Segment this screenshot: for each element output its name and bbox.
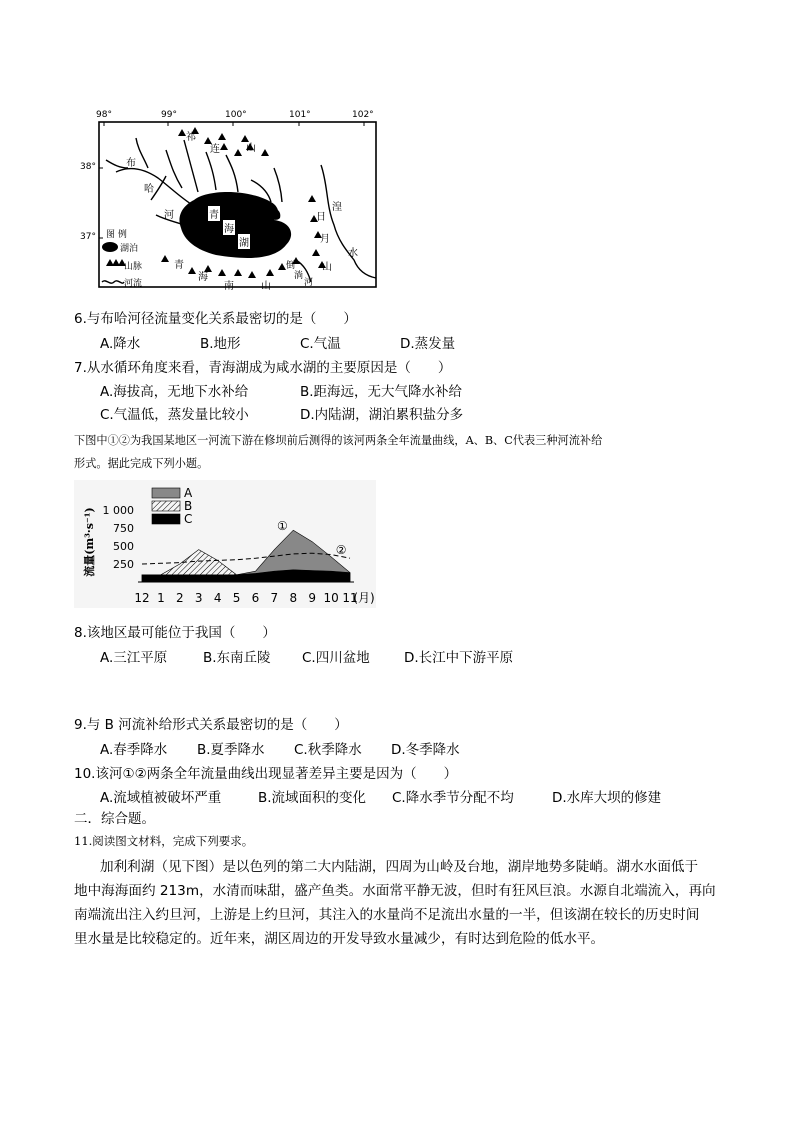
- q8-option-a[interactable]: A.三江平原: [100, 650, 168, 666]
- q9-option-d[interactable]: D.冬季降水: [391, 742, 460, 758]
- legend-item-mountain: 山脉: [124, 262, 143, 272]
- legend-swatch-b: [152, 501, 180, 511]
- legend-label: A: [184, 486, 193, 500]
- lat-label: 38°: [80, 162, 96, 172]
- q9-option-b[interactable]: B.夏季降水: [197, 742, 265, 758]
- qinghai-lake-map: [80, 110, 386, 292]
- q7-option-c[interactable]: C.气温低，蒸发量比较小: [100, 407, 249, 423]
- x-tick-label: 3: [194, 591, 203, 605]
- x-tick-label: 2: [175, 591, 184, 605]
- q7-option-d[interactable]: D.内陆湖，湖泊累积盐分多: [300, 407, 464, 423]
- q7-option-b[interactable]: B.距海远，无大气降水补给: [300, 384, 463, 400]
- q11-paragraph-line: 加利利湖（见下图）是以色列的第二大内陆湖，四周为山岭及台地，湖岸地势多陡峭。湖水水面低于: [100, 859, 699, 875]
- place-char: 山: [246, 143, 256, 154]
- lon-label: 100°: [225, 110, 247, 120]
- lon-label: 98°: [96, 110, 112, 120]
- q8-option-c[interactable]: C.四川盆地: [302, 650, 370, 666]
- legend-title: 图 例: [106, 230, 127, 240]
- lat-label: 37°: [80, 232, 96, 242]
- place-char: 月: [320, 234, 330, 245]
- x-tick-label: 7: [270, 591, 279, 605]
- place-char: 连: [210, 144, 220, 155]
- q7-option-a[interactable]: A.海拔高，无地下水补给: [100, 384, 249, 400]
- place-char: 青: [208, 206, 220, 221]
- place-char: 哈: [144, 184, 154, 195]
- legend-item-lake: 湖泊: [120, 244, 139, 254]
- place-char: 山: [322, 262, 332, 273]
- q9-option-c[interactable]: C.秋季降水: [294, 742, 362, 758]
- curve-2-label: ②: [335, 543, 347, 557]
- q10-option-a[interactable]: A.流域植被破坏严重: [100, 790, 222, 806]
- place-char: 湟: [332, 202, 342, 213]
- place-char: 倒: [286, 261, 296, 271]
- section-2-heading: 二．综合题。: [74, 811, 155, 827]
- q8-option-b[interactable]: B.东南丘陵: [203, 650, 271, 666]
- x-tick-label: 8: [289, 591, 298, 605]
- q11-paragraph-line: 地中海海面约 213m，水清而味甜，盛产鱼类。水面常平静无波，但时有狂风巨浪。水源自北端流入，再向: [74, 883, 716, 899]
- lon-label: 102°: [352, 110, 374, 120]
- place-char: 日: [316, 212, 326, 223]
- q11-paragraph-line: 南端流出注入约旦河，上游是上约旦河，其注入的水量尚不足流出水量的一半，但该湖在较长的历史时间: [74, 907, 700, 923]
- y-tick-label: 750: [113, 522, 134, 535]
- y-tick-label: 1 000: [102, 504, 134, 517]
- question-10-stem: 10.该河①②两条全年流量曲线出现显著差异主要是因为（ ）: [74, 766, 458, 782]
- curve-1-label: ①: [276, 519, 288, 533]
- place-char: 河: [164, 210, 174, 221]
- x-tick-label: 12: [134, 591, 150, 605]
- x-tick-label: 4: [213, 591, 222, 605]
- q6-option-d[interactable]: D.蒸发量: [400, 336, 456, 352]
- q6-option-b[interactable]: B.地形: [200, 336, 241, 352]
- place-char: 祁: [186, 132, 196, 143]
- place-char: 河: [304, 278, 314, 288]
- x-tick-label: 5: [232, 591, 241, 605]
- q8-option-d[interactable]: D.长江中下游平原: [404, 650, 514, 666]
- x-tick-label: 1: [157, 591, 165, 605]
- x-tick-label: (月): [353, 591, 375, 605]
- q6-option-a[interactable]: A.降水: [100, 336, 141, 352]
- x-tick-label: 11: [342, 591, 358, 605]
- q10-option-b[interactable]: B.流域面积的变化: [258, 790, 367, 806]
- place-char: 海: [198, 272, 208, 283]
- q9-option-a[interactable]: A.春季降水: [100, 742, 168, 758]
- y-tick-label: 250: [113, 558, 134, 571]
- x-tick-label: 9: [308, 591, 317, 605]
- y-axis-label: 流量(m³·s⁻¹): [83, 507, 96, 577]
- x-tick-label: 6: [251, 591, 260, 605]
- q10-option-d[interactable]: D.水库大坝的修建: [552, 790, 662, 806]
- question-8-stem: 8.该地区最可能位于我国（ ）: [74, 625, 276, 641]
- place-char: 青: [174, 260, 184, 271]
- lon-label: 99°: [161, 110, 177, 120]
- legend-swatch-c: [152, 514, 180, 524]
- lon-label: 101°: [289, 110, 311, 120]
- x-tick-label: 10: [323, 591, 339, 605]
- place-char: 水: [348, 248, 358, 259]
- place-char: 海: [223, 220, 235, 235]
- legend-swatch-a: [152, 488, 180, 498]
- chart-intro-line-1: 下图中①②为我国某地区一河流下游在修坝前后测得的该河两条全年流量曲线，A、B、C代表三种河流补给: [74, 434, 603, 447]
- place-char: 南: [224, 281, 234, 292]
- chart-intro-line-2: 形式。据此完成下列小题。: [74, 457, 209, 470]
- place-char: 湖: [238, 234, 250, 249]
- place-char: 淌: [294, 271, 304, 281]
- q6-option-c[interactable]: C.气温: [300, 336, 341, 352]
- place-char: 山: [261, 281, 271, 292]
- place-char: 布: [126, 158, 136, 169]
- legend-label: B: [184, 499, 193, 513]
- question-9-stem: 9.与 B 河流补给形式关系最密切的是（ ）: [74, 717, 348, 733]
- question-11-stem: 11.阅读图文材料，完成下列要求。: [74, 834, 254, 848]
- question-6-stem: 6.与布哈河径流量变化关系最密切的是（ ）: [74, 311, 357, 327]
- legend-lake-symbol: [102, 242, 118, 252]
- flow-chart: [74, 480, 376, 608]
- legend-item-river: 河流: [124, 279, 143, 289]
- legend-label: C: [184, 512, 193, 526]
- q10-option-c[interactable]: C.降水季节分配不均: [392, 790, 514, 806]
- y-tick-label: 500: [113, 540, 134, 553]
- question-7-stem: 7.从水循环角度来看，青海湖成为咸水湖的主要原因是（ ）: [74, 360, 452, 376]
- q11-paragraph-line: 里水量是比较稳定的。近年来，湖区周边的开发导致水量减少，有时达到危险的低水平。: [74, 931, 605, 947]
